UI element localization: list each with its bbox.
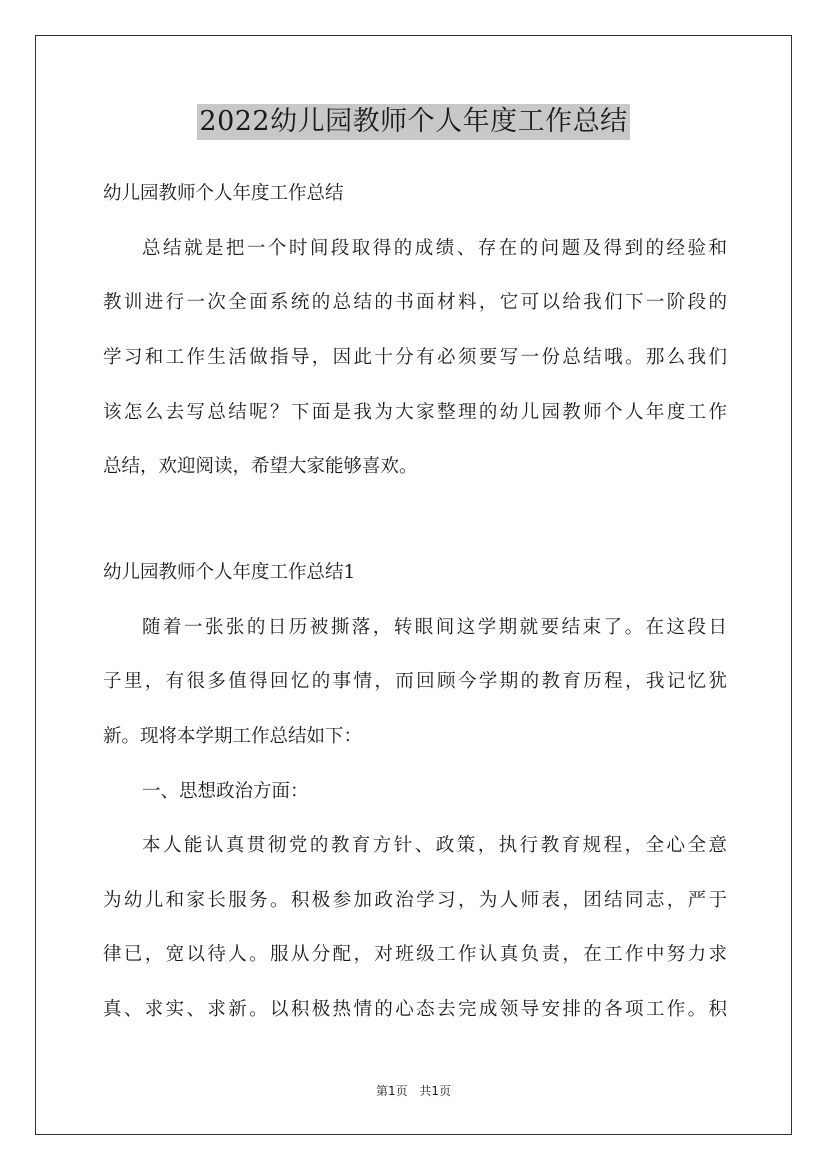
- subsection-line: 为幼儿和家长服务。积极参加政治学习，为人师表，团结同志，严于: [103, 889, 727, 911]
- page-number: 第1页: [375, 1084, 408, 1098]
- intro-line: 总结就是把一个时间段取得的成绩、存在的问题及得到的经验和: [142, 237, 727, 259]
- subsection-line: 真、求实、求新。以积极热情的心态去完成领导安排的各项工作。积: [103, 999, 727, 1021]
- document-subtitle: 幼儿园教师个人年度工作总结: [103, 183, 344, 204]
- title-area: [0, 104, 827, 140]
- document-title: 2022幼儿园教师个人年度工作总结: [197, 104, 629, 140]
- intro-line: 该怎么去写总结呢？下面是我为大家整理的幼儿园教师个人年度工作: [103, 401, 727, 423]
- intro-line: 总结，欢迎阅读，希望大家能够喜欢。: [103, 456, 418, 478]
- subsection-line: 本人能认真贯彻党的教育方针、政策，执行教育规程，全心全意: [142, 835, 727, 856]
- section1-line: 随着一张张的日历被撕落，转眼间这学期就要结束了。在这段日: [142, 616, 727, 638]
- section1-line: 新。现将本学期工作总结如下：: [103, 725, 363, 747]
- section-heading: 幼儿园教师个人年度工作总结1: [103, 562, 356, 583]
- intro-line: 教训进行一次全面系统的总结的书面材料，它可以给我们下一阶段的: [103, 292, 727, 314]
- intro-paragraph: [103, 222, 727, 495]
- intro-line: 学习和工作生活做指导，因此十分有必须要写一份总结哦。那么我们: [103, 346, 727, 368]
- subsection-paragraph: [103, 819, 727, 1038]
- page-total: 共1页: [419, 1084, 452, 1098]
- subsection-heading: 一、思想政治方面：: [142, 780, 309, 802]
- section1-line: 子里，有很多值得回忆的事情，而回顾今学期的教育历程，我记忆犹: [103, 671, 727, 693]
- page-footer: [0, 1082, 827, 1099]
- section1-paragraph: [103, 601, 727, 765]
- subsection-line: 律已，宽以待人。服从分配，对班级工作认真负责，在工作中努力求: [103, 944, 727, 966]
